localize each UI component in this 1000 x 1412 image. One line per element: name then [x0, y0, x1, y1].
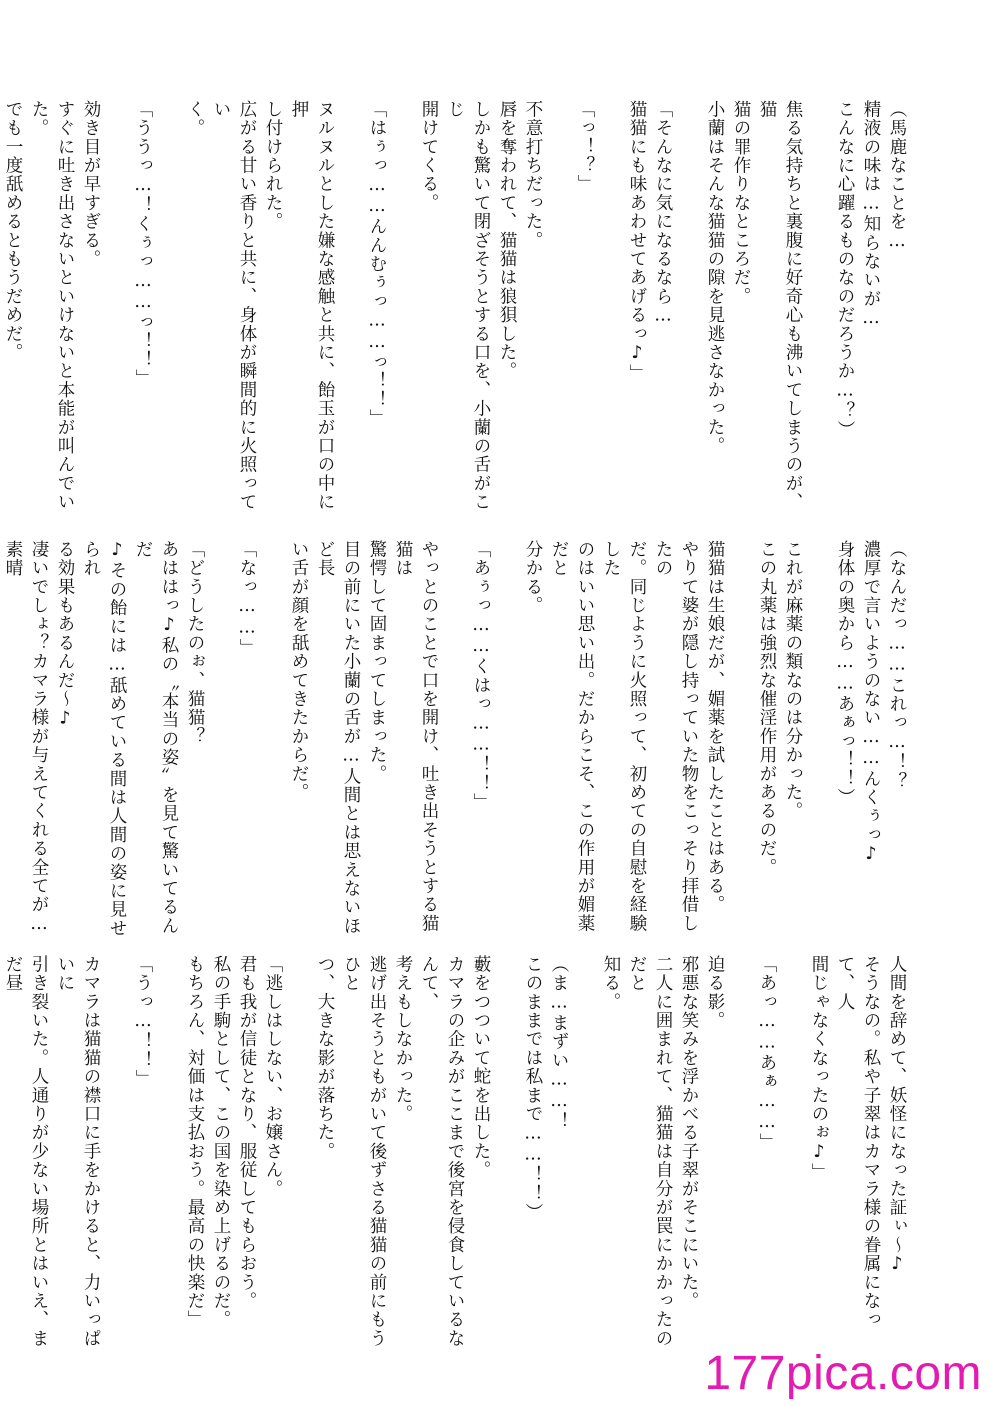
text-block-middle: （なんだっ……これっ…！？ 濃厚で言いようのない……んくぅっ♪ 身体の奥から……あぁっ！！） これが麻薬の類なのは分かった。 この丸薬は強烈な催淫作用があるのだ。 猫猫は生娘だが、媚薬を試したことはある。 やりて婆が隠し持っていた物をこっそり拝借したの だ。同じように火照って、初めての自慰を経験した のはいい思い出。だからこそ、この作用が媚薬だと 分かる。 「あぅっ……くはっ……！！」 やっとのことで口を開け、吐き出そうとする猫猫は 驚愕して固まってしまった。 目の前にいた小蘭の舌が…人間とは思えないほど長 い舌が顔を舐めてきたからだ。 「なっ……」 「どうしたのぉ、猫猫？ あははっ♪私の〝本当の姿〟を見て驚いてるんだ ♪その飴には…舐めている間は人間の姿に見せられ る効果もあるんだ〜♪ 凄いでしょ？カマラ様が与えてくれる全てが…素晴 — [3, 540, 907, 938]
text-block-top: （馬鹿なことを… 精液の味は…知らないが… こんなに心躍るものなのだろうか…？） 焦る気持ちと裏腹に好奇心も沸いてしまうのが、猫 猫の罪作りなところだ。 小蘭はそんな猫猫の隙を見逃さなかった。 「そんなに気になるなら… 猫猫にも味あわせてあげるっ♪」 「っ！？」 不意打ちだった。 唇を奪われて、猫猫は狼狽した。 しかも驚いて閉ざそうとする口を、小蘭の舌がこじ 開けてくる。 「はぅっ……んんむぅっ……っ！！」 ヌルヌルとした嫌な感触と共に、飴玉が口の中に押 し付けられた。 広がる甘い香りと共に、身体が瞬間的に火照ってい く。 「ううっ…！くぅっ……っ！！」 効き目が早すぎる。 すぐに吐き出さないといけないと本能が叫んでいた。 でも一度舐めるともうだめだ。 — [3, 100, 907, 512]
watermark: 177pica.com — [704, 1347, 982, 1400]
text-block-bottom: 人間を辞めて、妖怪になった証ぃ〜♪ そうなの。私や子翠はカマラ様の眷属になって、人 間じゃなくなったのぉ♪」 「あっ……あぁ……」 迫る影。 邪悪な笑みを浮かべる子翠がそこにいた。 二人に囲まれて、猫猫は自分が罠にかかったのだと 知る。 （ま…まずい……！ このままでは私まで……！！） 藪をつついて蛇を出した。 カマラの企みがここまで後宮を侵食しているなんて、 考えもしなかった。 逃げ出そうともがいて後ずさる猫猫の前にもうひと つ、大きな影が落ちた。 「逃しはしない、お嬢さん。 君も我が信徒となり、服従してもらおう。 私の手駒として、この国を染め上げるのだ。 もちろん、対価は支払おう。最高の快楽だ」 「うっ…！！」 カマラは猫猫の襟口に手をかけると、力いっぱいに 引き裂いた。人通りが少ない場所とはいえ、まだ昼 — [3, 955, 907, 1348]
